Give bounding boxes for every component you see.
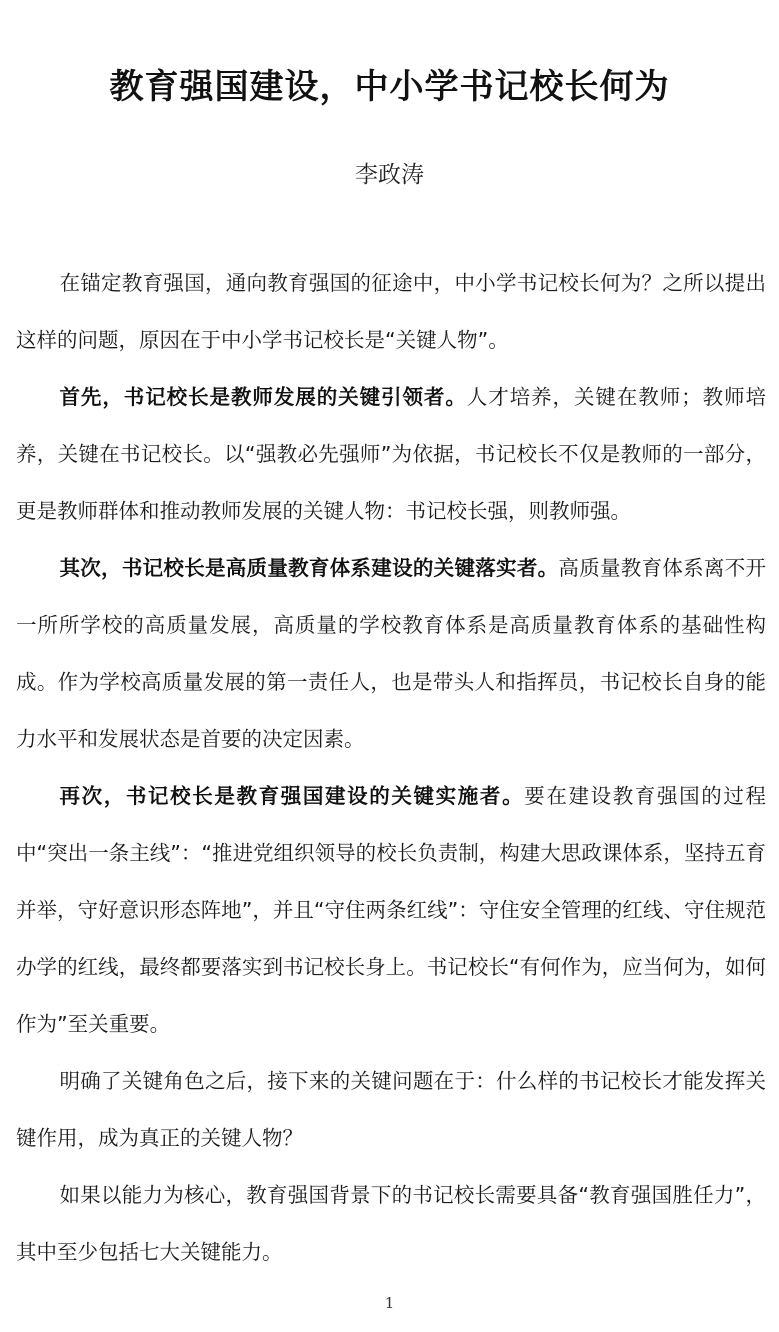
paragraph-second-point <box>16 540 766 768</box>
paragraph-text: 如果以能力为核心，教育强国背景下的书记校长需要具备“教育强国胜任力”，其中至少包括七大关键能力。 <box>16 1183 766 1264</box>
paragraph-competency <box>16 1167 766 1281</box>
paragraph-key-question <box>16 1053 766 1167</box>
paragraph-first-point <box>16 369 766 540</box>
paragraph-intro <box>16 255 766 369</box>
paragraph-text: 高质量教育体系离不开一所所学校的高质量发展，高质量的学校教育体系是高质量教育体系的基础性构成。作为学校高质量发展的第一责任人，也是带头人和指挥员，书记校长自身的能力水平和发展状态是首要的决定因素。 <box>16 556 767 751</box>
paragraph-text: 明确了关键角色之后，接下来的关键问题在于：什么样的书记校长才能发挥关键作用，成为真正的关键人物？ <box>16 1069 766 1150</box>
article-body <box>16 255 766 1281</box>
paragraph-third-point <box>16 768 766 1053</box>
paragraph-text: 在锚定教育强国，通向教育强国的征途中，中小学书记校长何为？之所以提出这样的问题，原因在于中小学书记校长是“关键人物”。 <box>16 271 766 352</box>
document-title: 教育强国建设，中小学书记校长何为 <box>109 66 670 107</box>
author-name: 李政涛 <box>355 162 424 188</box>
paragraph-lead: 首先，书记校长是教师发展的关键引领者。 <box>59 385 467 409</box>
paragraph-lead: 其次，书记校长是高质量教育体系建设的关键落实者。 <box>59 556 559 580</box>
paragraph-text: 人才培养，关键在教师；教师培养，关键在书记校长。以“强教必先强师”为依据，书记校长不仅是教师的一部分，更是教师群体和推动教师发展的关键人物：书记校长强，则教师强。 <box>16 385 767 523</box>
paragraph-text: 要在建设教育强国的过程中“突出一条主线”：“推进党组织领导的校长负责制，构建大思政课体系，坚持五育并举，守好意识形态阵地”，并且“守住两条红线”：守住安全管理的红线、守住规范办学的红线，最终都要落实到书记校长身上。书记校长“有何作为，应当何为，如何作为”至关重要。 <box>16 784 767 1036</box>
paragraph-lead: 再次，书记校长是教育强国建设的关键实施者。 <box>59 784 525 808</box>
page-number: 1 <box>384 1294 395 1312</box>
